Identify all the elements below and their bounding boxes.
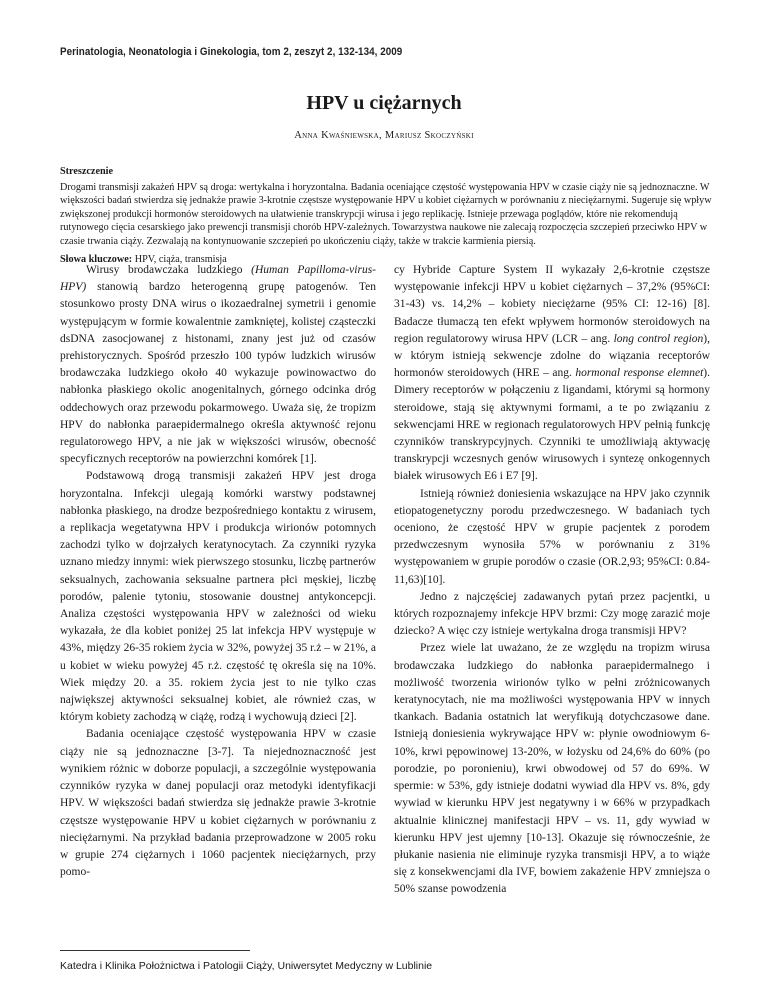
paragraph: Jedno z najczęściej zadawanych pytań przez pacjentki, u których rozpoznajemy infekcje HPV brzmi: Czy mogę zarazić moje dziecko? A więc czy istnieje wertykalna droga transmisji HPV? [394, 590, 710, 638]
keywords-label: Słowa kluczowe: [60, 253, 133, 265]
body-column-left [60, 262, 376, 881]
abstract-section [60, 165, 712, 266]
paragraph: Istnieją również doniesienia wskazujące na HPV jako czynnik etiopatogenetyczny porodu przedwczesnego. W badaniach tych oceniono, że częstość HPV w grupie pacjentek z porodem przedwczesnym wynosiła 57% w porównaniu z 31% występowaniem w grupie porodów o czasie (OR.2,93; 95%CI: 0.84-11,63)[10]. [394, 487, 710, 586]
body-column-right [394, 262, 710, 899]
paragraph: Badania oceniające częstość występowania HPV w czasie ciąży nie są jednoznaczne [3-7]. Ta niejednoznaczność jest wynikiem różnic w doborze populacji, a szczególnie występowania czynników ryzyka w danej populacji oraz metodyki identyfikacji HPV. W większości badań stwierdza się jednakże prawie 3-krotnie częstsze występowanie HPV u kobiet ciężarnych w porównaniu z nieciężarnymi. Na przykład badania przeprowadzone w 2005 roku w grupie 274 ciężarnych i 1060 pacjentek nieciężarnych, przy pomo- [60, 728, 376, 879]
paragraph: Przez wiele lat uważano, że ze względu na tropizm wirusa brodawczaka ludzkiego do nabłonka paraepidermalnego i możliwość tworzenia wirionów tylko w pełni zróżnicowanych keratynocytach, nie ma możliwości występowania HPV w innych tkankach. Badania ostatnich lat weryfikują dotychczasowe dane. Istnieją doniesienia wykrywające HPV w: płynie owodniowym 6-10%, krwi pępowinowej 13-20%, w łożysku od 24,6% do 60% (po porodzie, po poronieniu), krwi obwodowej od 57 do 69%. W spermie: w 53%, gdy istnieje dodatni wywiad dla HPV vs. 8%, gdy wywiad w kierunku HPV jest negatywny i w 66% w przypadkach aktualnie klinicznej manifestacji HPV – vs. 11, gdy wywiad w kierunku HPV jest ujemny [10-13]. Okazuje się równocześnie, że płukanie nasienia nie eliminuje ryzyka transmisji HPV, a to wiąże się z konsekwencjami dla IVF, bowiem zakażenie HPV zmniejsza o 50% szanse powodzenia [394, 642, 710, 896]
article-authors: Anna Kwaśniewska, Mariusz Skoczyński [294, 130, 474, 141]
paragraph: Podstawową drogą transmisji zakażeń HPV jest droga horyzontalna. Infekcji ulegają komórki warstwy podstawnej nabłonka płaskiego, na drodze bezpośredniego kontaktu z wirusem, a replikacja wegetatywna HPV i produkcja wirionów potomnych zachodzi tylko w dojrzałych keratynocytach. Za czynniki ryzyka uznano miedzy innymi: wiek pierwszego stosunku, liczbę partnerów seksualnych, zachowania seksualne partnera płci męskiej, liczbę porodów, palenie tytoniu, stosowanie doustnej antykoncepcji. Analiza częstości występowania HPV w zależności od wieku wykazała, że dla kobiet poniżej 25 lat infekcja HPV występuje w 43%, między 26-35 rokiem życia w 32%, powyżej 35 r.ż – w 21%, a u kobiet w wieku powyżej 45 r.ż. częstość tę określa się na 10%. Wiek między 20. a 35. rokiem życia jest to nie tylko czas największej aktywności seksualnej kobiet, ale również czas, w którym kobiety zachodzą w ciążę, rodzą i wychowują dzieci [2]. [60, 470, 376, 724]
article-title: HPV u ciężarnych [306, 92, 462, 114]
abstract-heading: Streszczenie [60, 166, 113, 177]
journal-header: Perinatologia, Neonatologia i Ginekologia, tom 2, zeszyt 2, 132-134, 2009 [60, 46, 403, 58]
paragraph: cy Hybride Capture System II wykazały 2,6-krotnie częstsze występowanie infekcji HPV u kobiet ciężarnych – 37,2% (95%CI: 31-43) vs. 14,2% – kobiety nieciężarne (95% CI: 12-16) [8]. Badacze tłumaczą ten efekt wpływem hormonów steroidowych na region regulatorowy wirusa HPV (LCR – ang. long control region), w którym istnieją sekwencje zdolne do wiązania receptorów hormonów steroidowych (HRE – ang. hormonal response elemnet). Dimery receptorów w połączeniu z ligandami, którymi są hormony steroidowe, stają się aktywnymi formami, a te po związaniu z sekwencjami HRE w regionach regulatorowych HPV pełnią funkcję czynników transkrypcyjnych. Czynniki te umożliwiają aktywację transkrypcji wczesnych genów wirusowych i syntezę onkogennych białek wirusowych E6 i E7 [9]. [394, 264, 710, 483]
footnote-divider [60, 950, 250, 951]
affiliation-footnote: Katedra i Klinika Położnictwa i Patologii Ciąży, Uniwersytet Medyczny w Lublinie [60, 960, 433, 972]
keywords-values: HPV, ciąża, transmisja [132, 253, 227, 265]
abstract-text: Drogami transmisji zakażeń HPV są droga: wertykalna i horyzontalna. Badania oceniające częstość występowania HPV w czasie ciąży nie są jednoznaczne. W większości badań stwierdza się jednakże prawie 3-krotnie częstsze występowanie HPV u kobiet ciężarnych w porównaniu z nieciężarnymi. Sugeruje się wpływ zwiększonej produkcji hormonów steroidowych na ułatwienie transkrypcji wirusa i jego replikację. Istnieje przewaga poglądów, które nie rekomendują rutynowego cięcia cesarskiego jako prewencji transmisji chorób HPV-zależnych. Towarzystwa naukowe nie zalecają rozpoczęcia szczepień przeciwko HPV w czasie trwania ciąży. Zezwalają na kontynuowanie szczepień po ukończeniu ciąży, także w trakcie karmienia piersią. [60, 181, 712, 247]
paragraph: Wirusy brodawczaka ludzkiego (Human Papilloma-virus-HPV) stanowią bardzo heterogenną grupę patogenów. Ten stosunkowo prosty DNA wirus o ikozaedralnej symetrii i genomie występującym w formie kowalentnie zamkniętej, kolistej cząsteczki dsDNA zasocjowanej z histonami, znany jest już od czasów prehistorycznych. Spośród przeszło 100 typów ludzkich wirusów brodawczaka ludzkiego około 40 wykazuje powinowactwo do nabłonka płaskiego okolic anogenitalnych, górnego odcinka dróg oddechowych oraz przewodu pokarmowego. Uważa się, że tropizm HPV do nabłonka paraepidermalnego określa aktywność rejonu regulatorowego HPV, a nie jak w większości wirusów, obecność specyficznych receptorów na powierzchni komórek [1]. [60, 264, 377, 466]
